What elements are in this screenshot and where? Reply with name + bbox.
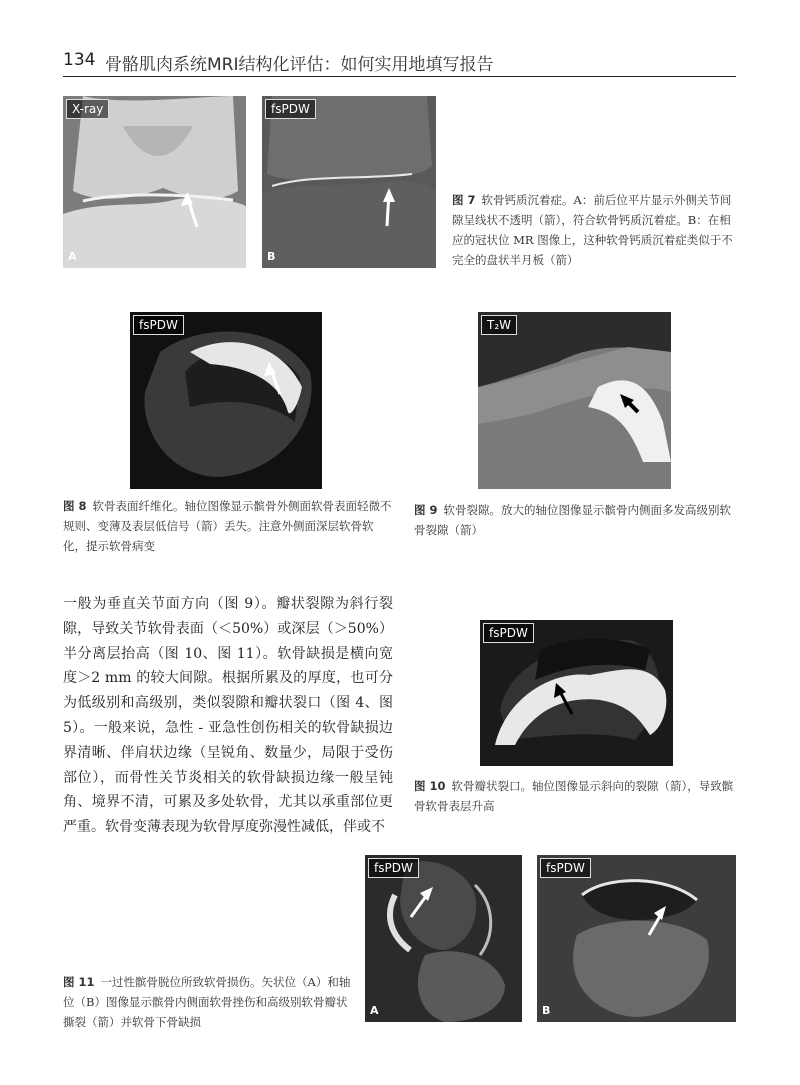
fig11-caption-text: 一过性髌骨脱位所致软骨损伤。矢状位（A）和轴位（B）图像显示髌骨内侧面软骨挫伤和高级别软骨瓣状撕裂（箭）并软骨下骨缺损	[63, 975, 351, 1029]
fig8-label: 图 8	[63, 499, 87, 513]
fig11-image-b	[537, 855, 736, 1022]
fig8-image	[130, 312, 322, 489]
fig7-label: 图 7	[452, 193, 476, 207]
fig9-image	[478, 312, 671, 489]
fig11-b-panel-label: B	[542, 1004, 551, 1017]
fig7-image-b	[262, 96, 436, 268]
fig8-caption	[63, 496, 393, 556]
fig10-caption	[414, 776, 736, 816]
fig11-image-a	[365, 855, 522, 1022]
fig11-label: 图 11	[63, 975, 95, 989]
fig9-caption	[414, 500, 736, 540]
fig11-caption	[63, 972, 353, 1032]
fig9-sequence-tag: T₂W	[481, 315, 517, 335]
fig10-label: 图 10	[414, 779, 446, 793]
running-title: 骨骼肌肉系统MRI结构化评估：如何实用地填写报告	[105, 55, 494, 75]
fig7-image-a	[63, 96, 246, 268]
fig10-caption-text: 软骨瓣状裂口。轴位图像显示斜向的裂隙（箭），导致髌骨软骨表层升高	[414, 779, 734, 813]
fig9-caption-text: 软骨裂隙。放大的轴位图像显示髌骨内侧面多发高级别软骨裂隙（箭）	[414, 503, 732, 537]
fig7-caption-text: 软骨钙质沉着症。A：前后位平片显示外侧关节间隙呈线状不透明（箭），符合软骨钙质沉着症。B：在相应的冠状位 MR 图像上，这种软骨钙质沉着症类似于不完全的盘状半月板（箭）	[452, 193, 733, 267]
fig7-a-panel-label: A	[68, 250, 77, 263]
body-paragraph: 一般为垂直关节面方向（图 9）。瓣状裂隙为斜行裂隙，导致关节软骨表面（＜50%）或深层（＞50%）半分离层抬高（图 10、图 11）。软骨缺损是横向宽度＞2 mm 的较大间隙。根据所累及的厚度，也可分为低级别和高级别，类似裂隙和瓣状裂口（图 4、图 5）。一般来说，急性 - 亚急性创伤相关的软骨缺损边界清晰、伴肩状边缘（呈锐角、数量少，局限于受伤部位），而骨性关节炎相关的软骨缺损边缘一般呈钝角、境界不清，可累及多处软骨，尤其以承重部位更严重。软骨变薄表现为软骨厚度弥漫性减低，伴或不	[63, 596, 393, 836]
fig7-b-panel-label: B	[267, 250, 276, 263]
fig8-sequence-tag: fsPDW	[133, 315, 184, 335]
fig11-a-panel-label: A	[370, 1004, 379, 1017]
fig11-a-sequence-tag: fsPDW	[368, 858, 419, 878]
fig8-caption-text: 软骨表面纤维化。轴位图像显示髌骨外侧面软骨表面轻微不规则、变薄及表层低信号（箭）丢失。注意外侧面深层软骨软化，提示软骨病变	[63, 499, 392, 553]
fig10-sequence-tag: fsPDW	[483, 623, 534, 643]
fig10-image	[480, 620, 673, 766]
fig7-caption	[452, 190, 736, 270]
fig9-label: 图 9	[414, 503, 438, 517]
page-number: 134	[63, 50, 96, 70]
running-header	[63, 50, 736, 77]
fig7-b-sequence-tag: fsPDW	[265, 99, 316, 119]
fig11-b-sequence-tag: fsPDW	[540, 858, 591, 878]
fig7-a-sequence-tag: X-ray	[66, 99, 109, 119]
